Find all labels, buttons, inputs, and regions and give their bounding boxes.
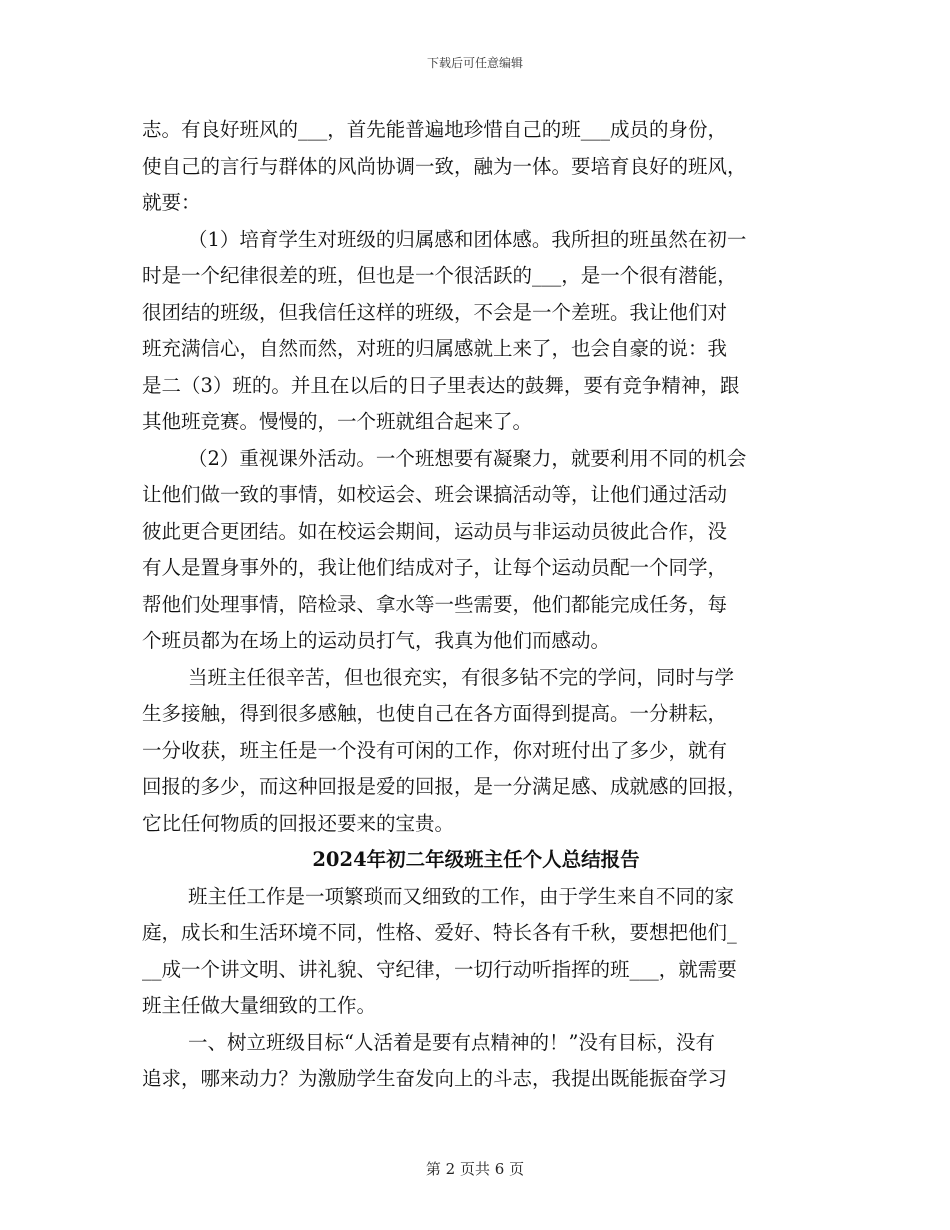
document-title: 2024年初二年级班主任个人总结报告: [312, 848, 640, 871]
text-line: 是二（3）班的。并且在以后的日子里表达的鼓舞，要有竞争精神，跟: [142, 373, 740, 397]
text-line: 就要：: [142, 191, 201, 214]
text-line: 时是一个纪律很差的班，但也是一个很活跃的___，是一个很有潜能，: [142, 264, 737, 287]
text-line: 有人是置身事外的，我让他们结成对子，让每个运动员配一个同学，: [142, 556, 728, 579]
text-line: 很团结的班级，但我信任这样的班级，不会是一个差班。我让他们对: [142, 300, 728, 324]
page-footer: 第 2 页共 6 页: [425, 1160, 525, 1178]
text-line: 其他班竞赛。慢慢的，一个班就组合起来了。: [142, 410, 533, 433]
text-line: 帮他们处理事情，陪检录、拿水等一些需要，他们都能完成任务，每: [142, 592, 728, 616]
text-line: 班充满信心，自然而然，对班的归属感就上来了，也会自豪的说：我: [142, 337, 728, 360]
text-line: 班主任工作是一项繁琐而又细致的工作，由于学生来自不同的家: [188, 884, 735, 908]
text-line: 让他们做一致的事情，如校运会、班会课搞活动等，让他们通过活动: [142, 483, 728, 506]
text-line: 彼此更合更团结。如在校运会期间，运动员与非运动员彼此合作，没: [142, 519, 728, 543]
document-body: [142, 112, 810, 1098]
text-line: __成一个讲文明、讲礼貌、守纪律，一切行动听指挥的班___，就需要: [142, 957, 737, 981]
text-line: 它比任何物质的回报还要来的宝贵。: [142, 811, 455, 835]
text-line: （1）培育学生对班级的归属感和团体感。我所担的班虽然在初一: [188, 227, 747, 251]
text-line: 回报的多少，而这种回报是爱的回报，是一分满足感、成就感的回报，: [142, 775, 747, 798]
text-line: （2）重视课外活动。一个班想要有凝聚力，就要利用不同的机会: [188, 446, 747, 470]
text-line: 班主任做大量细致的工作。: [142, 994, 377, 1017]
text-line: 追求，哪来动力？为激励学生奋发向上的斗志，我提出既能振奋学习: [142, 1067, 728, 1090]
text-line: 庭，成长和生活环境不同，性格、爱好、特长各有千秋，要想把他们_: [142, 921, 737, 944]
text-line: 志。有良好班风的___，首先能普遍地珍惜自己的班___成员的身份，: [142, 118, 728, 141]
text-line: 一、树立班级目标“人活着是要有点精神的！”没有目标，没有: [188, 1030, 715, 1054]
text-line: 当班主任很辛苦，但也很充实，有很多钻不完的学问，同时与学: [188, 665, 735, 689]
text-line: 一分收获，班主任是一个没有可闲的工作，你对班付出了多少，就有: [142, 738, 728, 762]
page-header: 下载后可任意编辑: [426, 56, 523, 70]
text-line: 使自己的言行与群体的风尚协调一致，融为一体。要培育良好的班风，: [142, 154, 747, 178]
text-line: 个班员都为在场上的运动员打气，我真为他们而感动。: [142, 629, 611, 652]
text-line: 生多接触，得到很多感触，也使自己在各方面得到提高。一分耕耘，: [142, 702, 728, 725]
